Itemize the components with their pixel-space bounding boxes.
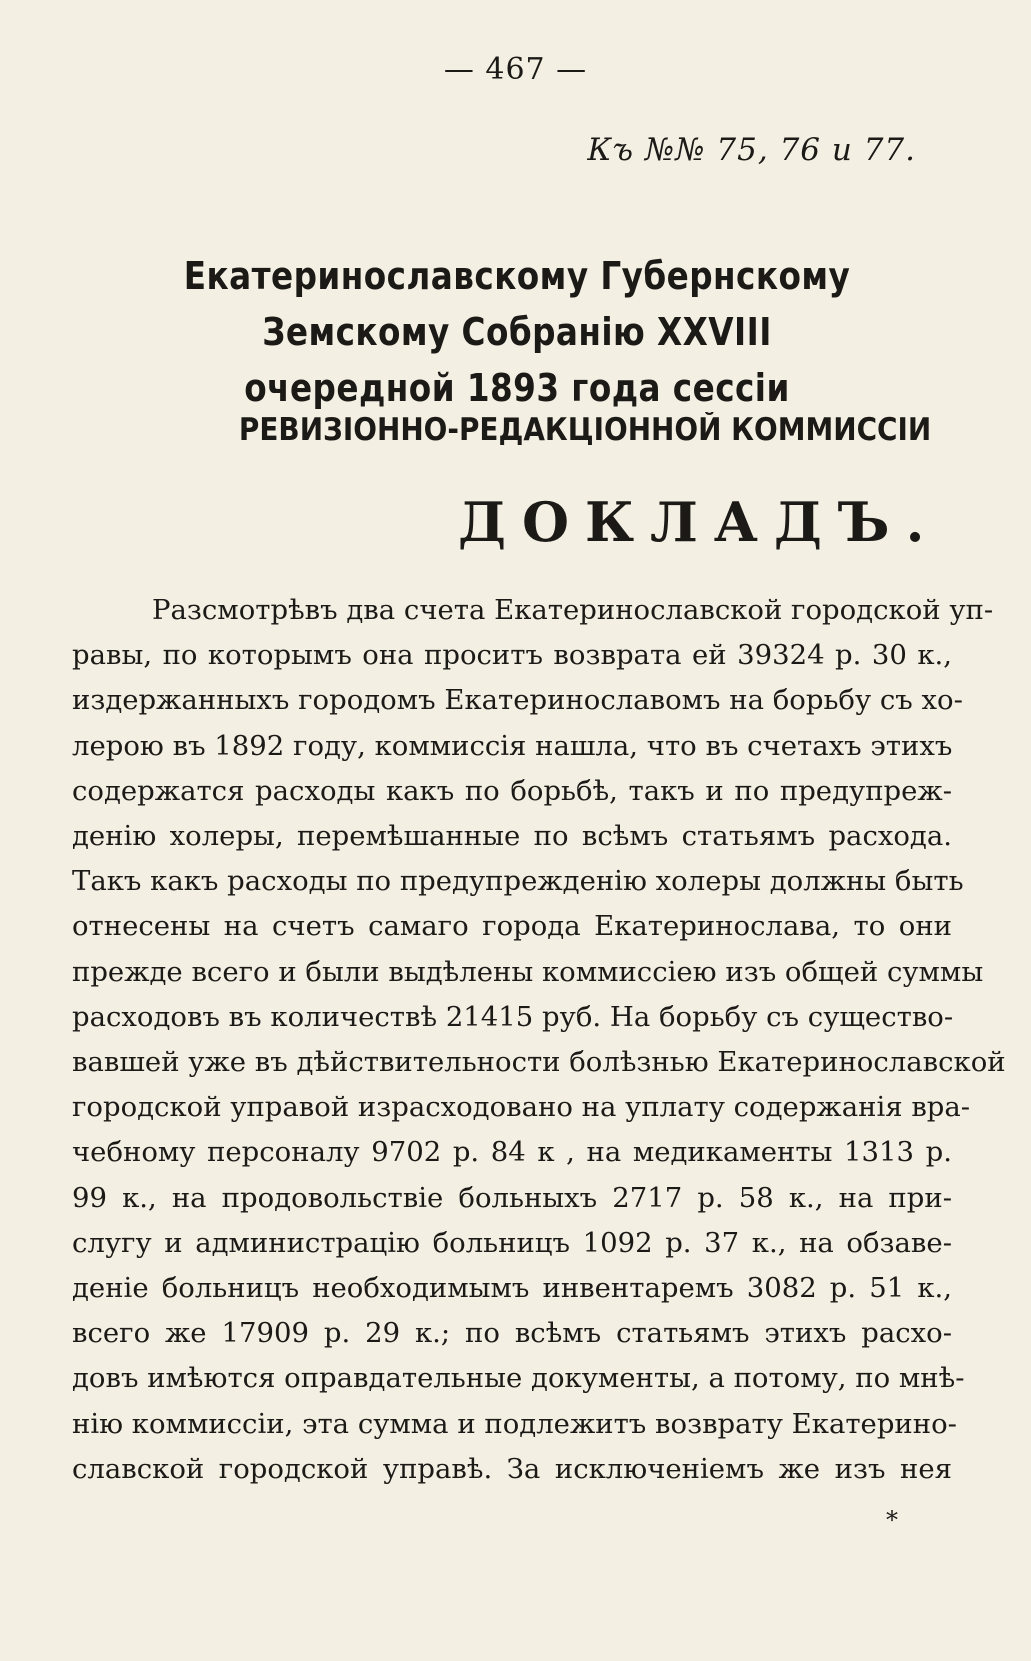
body-line: прежде всего и были выдѣлены коммиссіею изъ общей суммы (72, 955, 984, 988)
body-line: содержатся расходы какъ по борьбѣ, такъ и по предупреж- (72, 774, 952, 807)
body-line: расходовъ въ количествѣ 21415 руб. На борьбу съ существо- (72, 1000, 954, 1033)
body-line: вавшей уже въ дѣйствительности болѣзнью Екатеринославской (72, 1046, 1006, 1079)
body-line: Разсмотрѣвъ два счета Екатеринославской городской уп- (152, 594, 994, 626)
body-line: довъ имѣются оправдательные документы, а потому, по мнѣ- (72, 1362, 965, 1395)
assembly-heading (134, 248, 899, 416)
body-line: слугу и администрацію больницъ 1092 р. 37 к., на обзаве- (72, 1226, 952, 1259)
body-line: чебному персоналу 9702 р. 84 к , на медикаменты 1313 р. (72, 1136, 952, 1169)
page-number: — 467 — (443, 52, 588, 87)
body-line: нію коммиссіи, эта сумма и подлежитъ возврату Екатерино- (72, 1407, 957, 1440)
body-line: всего же 17909 р. 29 к.; по всѣмъ статьямъ этихъ расхо- (72, 1317, 952, 1350)
body-line: отнесены на счетъ самаго города Екатеринослава, то они (72, 910, 952, 943)
heading-line-2: очередной 1893 года сессіи (244, 366, 790, 410)
report-body (72, 588, 1006, 1492)
heading-line-1: Екатеринославскому Губернскому Земскому Собранію XXVIII (183, 254, 851, 354)
body-line: денію холеры, перемѣшанные по всѣмъ статьямъ расхода. (72, 820, 952, 853)
body-line: издержанныхъ городомъ Екатеринославомъ на борьбу съ хо- (72, 684, 963, 717)
commission-title: РЕВИЗІОННО-РЕДАКЦІОННОЙ КОММИССІИ (238, 412, 931, 448)
body-line: Такъ какъ расходы по предупрежденію холеры должны быть (72, 865, 964, 898)
body-line: деніе больницъ необходимымъ инвентаремъ 3082 р. 51 к., (72, 1272, 952, 1305)
body-line: равы, по которымъ она проситъ возврата ей 39324 р. 30 к., (72, 639, 952, 672)
body-line: городской управой израсходовано на уплату содержанія вра- (72, 1091, 971, 1124)
report-title: ДОКЛАДЪ. (458, 490, 941, 554)
body-line: лерою въ 1892 году, коммиссія нашла, что въ счетахъ этихъ (72, 729, 953, 762)
body-line: 99 к., на продовольствіе больныхъ 2717 р. 58 к., на при- (72, 1181, 952, 1214)
reference-numbers: Къ №№ 75, 76 и 77. (587, 132, 916, 168)
body-line: славской городской управѣ. За исключеніемъ же изъ нея (72, 1452, 952, 1485)
footnote-mark: * (886, 1506, 898, 1534)
